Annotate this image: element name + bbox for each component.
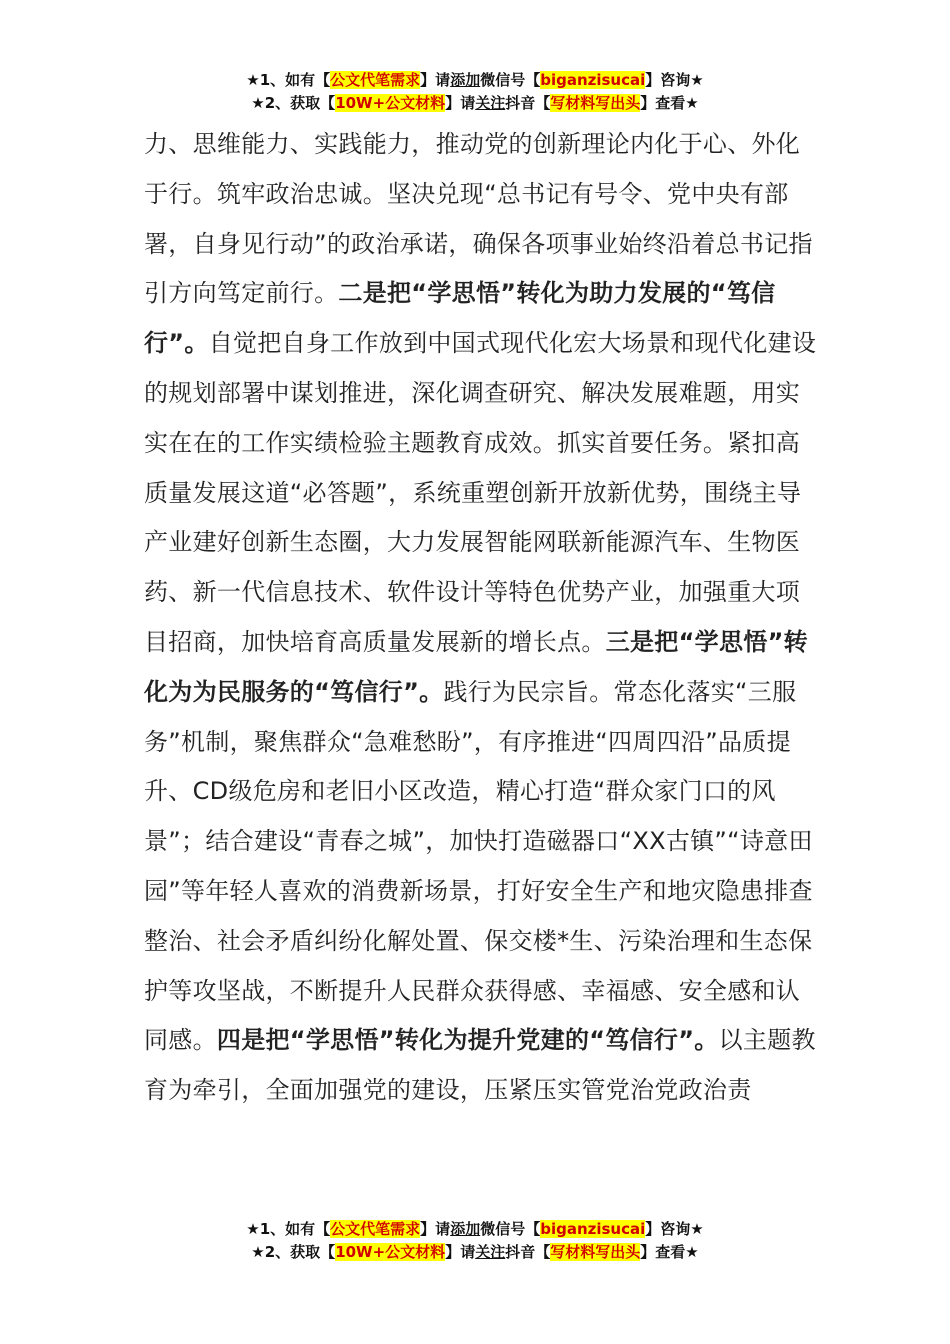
banner-line-1	[0, 69, 950, 92]
banner-highlight: 写材料写出头	[550, 94, 641, 112]
banner-line-1	[0, 1218, 950, 1241]
banner-text: 】请	[420, 71, 451, 89]
banner-underline: 添加	[450, 71, 481, 89]
banner-highlight: 写材料写出头	[550, 1243, 641, 1261]
banner-text: 】咨询★	[645, 1220, 704, 1238]
body-paragraph	[144, 120, 824, 1116]
banner-highlight: 10W+公文材料	[335, 1243, 446, 1261]
banner-text: 】请	[445, 1243, 476, 1261]
banner-text: 】请	[420, 1220, 451, 1238]
banner-text: ★1、如有【	[246, 71, 331, 89]
banner-text: 微信号【	[480, 1220, 541, 1238]
header-banner	[0, 69, 950, 115]
footer-banner	[0, 1218, 950, 1264]
banner-text: 抖音【	[505, 1243, 551, 1261]
banner-text: ★2、获取【	[251, 94, 336, 112]
banner-text: 】请	[445, 94, 476, 112]
banner-line-2	[0, 92, 950, 115]
banner-text: 】查看★	[640, 1243, 699, 1261]
banner-highlight: biganzisucai	[540, 1220, 646, 1238]
banner-highlight: 10W+公文材料	[335, 94, 446, 112]
section-heading-4: 四是把“学思悟”转化为提升党建的“笃信行”。	[216, 1026, 719, 1055]
banner-line-2	[0, 1241, 950, 1264]
section-heading-2: 二是把“学思悟”转化为助力发展的“笃信行”。	[144, 279, 776, 358]
banner-highlight: 公文代笔需求	[330, 1220, 421, 1238]
body-text: 以主题教育为牵引，全面加强党的建设，压紧压实管党治党政治责	[144, 1026, 816, 1105]
section-heading-3: 三是把“学思悟”转化为为民服务的“笃信行”。	[144, 627, 808, 706]
banner-underline: 关注	[475, 94, 506, 112]
banner-text: 】咨询★	[645, 71, 704, 89]
body-text: 自觉把自身工作放到中国式现代化宏大场景和现代化建设的规划部署中谋划推进，深化调查研究、解决发展难题，用实实在在的工作实绩检验主题教育成效。抓实首要任务。紧扣高质量发展这道“必答题”，系统重塑创新开放新优势，围绕主导产业建好创新生态圈，大力发展智能网联新能源汽车、生物医药、新一代信息技术、软件设计等特色优势产业，加强重大项目招商，加快培育高质量发展新的增长点。	[144, 329, 817, 656]
banner-underline: 关注	[475, 1243, 506, 1261]
banner-highlight: biganzisucai	[540, 71, 646, 89]
banner-text: 微信号【	[480, 71, 541, 89]
banner-text: 抖音【	[505, 94, 551, 112]
banner-text: ★1、如有【	[246, 1220, 331, 1238]
banner-highlight: 公文代笔需求	[330, 71, 421, 89]
body-text: 力、思维能力、实践能力，推动党的创新理论内化于心、外化于行。筑牢政治忠诚。坚决兑现“总书记有号令、党中央有部署，自身见行动”的政治承诺，确保各项事业始终沿着总书记指引方向笃定前行。	[144, 130, 813, 308]
document-body	[144, 120, 824, 1116]
banner-text: 】查看★	[640, 94, 699, 112]
banner-underline: 添加	[450, 1220, 481, 1238]
banner-text: ★2、获取【	[251, 1243, 336, 1261]
body-text: 践行为民宗旨。常态化落实“三服务”机制，聚焦群众“急难愁盼”，有序推进“四周四沿”品质提升、CD级危房和老旧小区改造，精心打造“群众家门口的风景”；结合建设“青春之城”，加快打造磁器口“XX古镇”“诗意田园”等年轻人喜欢的消费新场景，打好安全生产和地灾隐患排查整治、社会矛盾纠纷化解处置、保交楼*生、污染治理和生态保护等攻坚战，不断提升人民群众获得感、幸福感、安全感和认同感。	[144, 677, 813, 1055]
